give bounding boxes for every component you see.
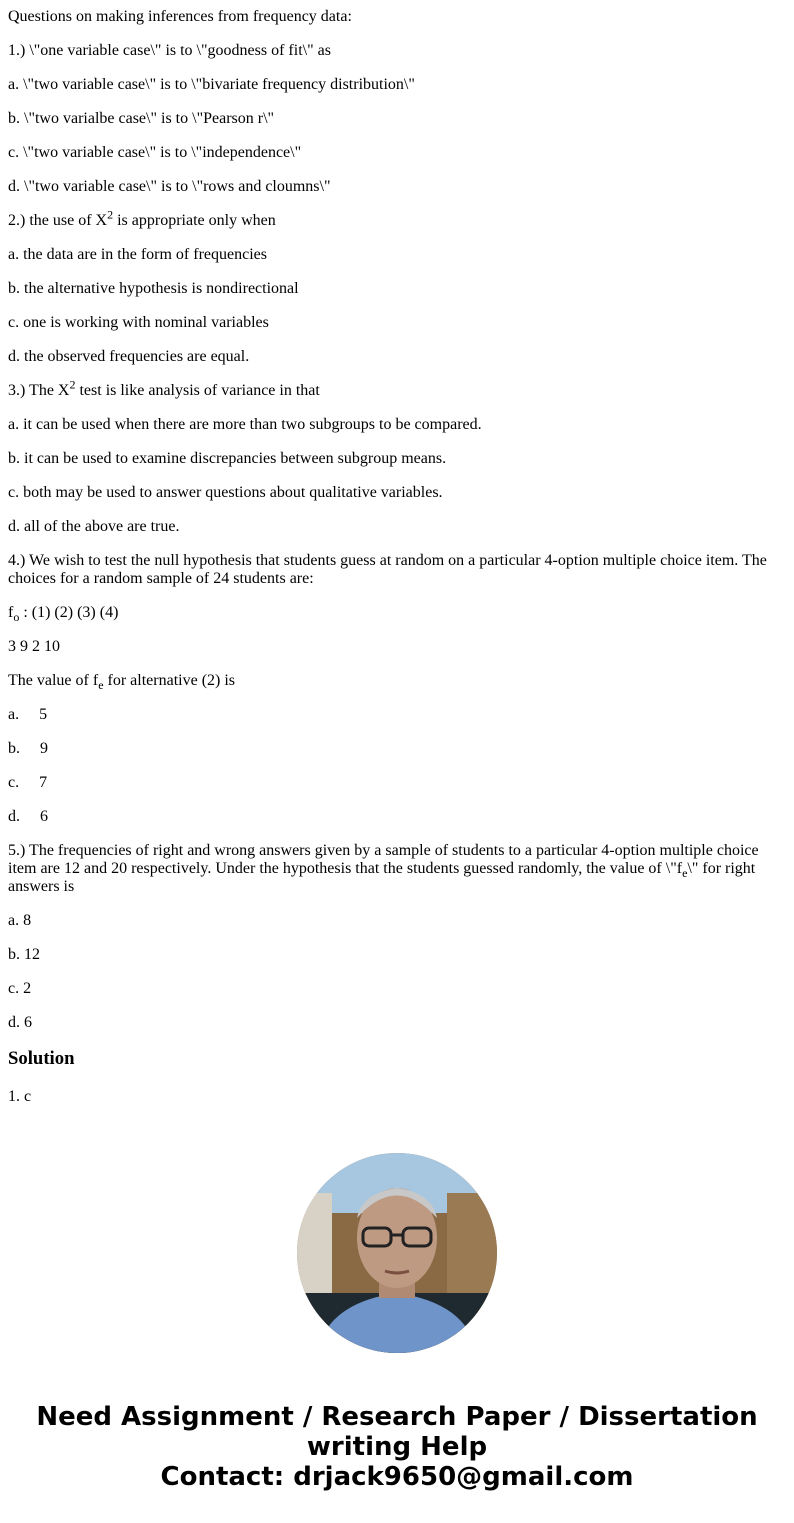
paragraph-text: a. \"two variable case\" is to \"bivariate frequency distribution\" [8,76,415,93]
question-paragraph [8,740,786,758]
question-paragraph [8,808,786,826]
paragraph-text: 5.) The frequencies of right and wrong answers given by a sample of students to a particular 4-option multiple choice item are 12 and 20 respectively. Under the hypothesis that the students guessed randomly, the value of \"f [8,842,759,877]
question-paragraph [8,110,786,128]
paragraph-text: c. 7 [8,774,48,791]
promo-contact: Contact: drjack9650@gmail.com [160,1462,634,1492]
superscript: 2 [107,207,114,222]
paragraph-text: d. 6 [8,1014,32,1031]
question-paragraph [8,706,786,724]
question-paragraph [8,280,786,298]
paragraph-text: f [8,604,14,621]
subscript: e [682,866,688,881]
question-paragraph [8,207,786,230]
paragraph-text: 3.) The X [8,382,70,399]
paragraph-text: c. both may be used to answer questions about qualitative variables. [8,484,443,501]
paragraph-text: Questions on making inferences from frequency data: [8,8,352,25]
solution-heading: Solution [8,1048,75,1069]
paragraph-text: d. \"two variable case\" is to \"rows and cloumns\" [8,178,331,195]
question-paragraph [8,842,786,896]
promo-banner [0,1402,794,1492]
question-paragraph [8,946,786,964]
paragraph-text: b. the alternative hypothesis is nondirectional [8,280,299,297]
question-paragraph [8,774,786,792]
question-paragraph [8,314,786,332]
solution-answer: 1. c [8,1088,32,1105]
subscript: o [13,610,20,625]
paragraph-text: b. it can be used to examine discrepancies between subgroup means. [8,450,447,467]
paragraph-text: 3 9 2 10 [8,638,60,655]
question-paragraph [8,76,786,94]
paragraph-text: 4.) We wish to test the null hypothesis that students guess at random on a particular 4-option multiple choice item. The choices for a random sample of 24 students are: [8,552,767,587]
author-photo [297,1153,497,1353]
question-paragraph [8,672,786,693]
paragraph-text: c. one is working with nominal variables [8,314,269,331]
question-paragraph [8,144,786,162]
question-paragraph [8,377,786,400]
paragraph-text: b. 12 [8,946,40,963]
question-paragraph [8,416,786,434]
question-paragraph [8,604,786,625]
question-paragraph [8,552,786,588]
paragraph-text: c. \"two variable case\" is to \"independence\" [8,144,302,161]
promo-headline: Need Assignment / Research Paper / Dissertation writing Help [36,1402,758,1462]
paragraph-text: b. 9 [8,740,48,757]
paragraph-text: 1.) \"one variable case\" is to \"goodness of fit\" as [8,42,331,59]
paragraph-text: d. all of the above are true. [8,518,180,535]
portrait-image [297,1153,497,1353]
question-paragraph [8,246,786,264]
paragraph-text: b. \"two varialbe case\" is to \"Pearson r\" [8,110,275,127]
question-paragraph [8,8,786,26]
paragraph-text: for alternative (2) is [103,672,236,689]
paragraph-text: a. 5 [8,706,48,723]
question-paragraph [8,912,786,930]
paragraph-text: test is like analysis of variance in that [75,382,320,399]
question-paragraph [8,484,786,502]
question-paragraph [8,638,786,656]
superscript: 2 [69,377,76,392]
paragraph-text: \" for right answers is [8,860,756,895]
question-paragraph [8,450,786,468]
question-paragraph [8,178,786,196]
paragraph-text: a. 8 [8,912,32,929]
question-paragraph [8,1014,786,1032]
paragraph-text: is appropriate only when [113,212,276,229]
paragraph-text: d. 6 [8,808,48,825]
question-paragraph [8,980,786,998]
question-paragraph [8,42,786,60]
subscript: e [98,678,104,693]
paragraph-text: a. it can be used when there are more than two subgroups to be compared. [8,416,482,433]
paragraph-text: The value of f [8,672,99,689]
paragraph-text: a. the data are in the form of frequencies [8,246,267,263]
question-list [8,8,786,1032]
paragraph-text: d. the observed frequencies are equal. [8,348,250,365]
question-content [8,8,786,1122]
question-paragraph [8,518,786,536]
paragraph-text: : (1) (2) (3) (4) [19,604,119,621]
question-paragraph [8,348,786,366]
paragraph-text: 2.) the use of X [8,212,108,229]
paragraph-text: c. 2 [8,980,32,997]
